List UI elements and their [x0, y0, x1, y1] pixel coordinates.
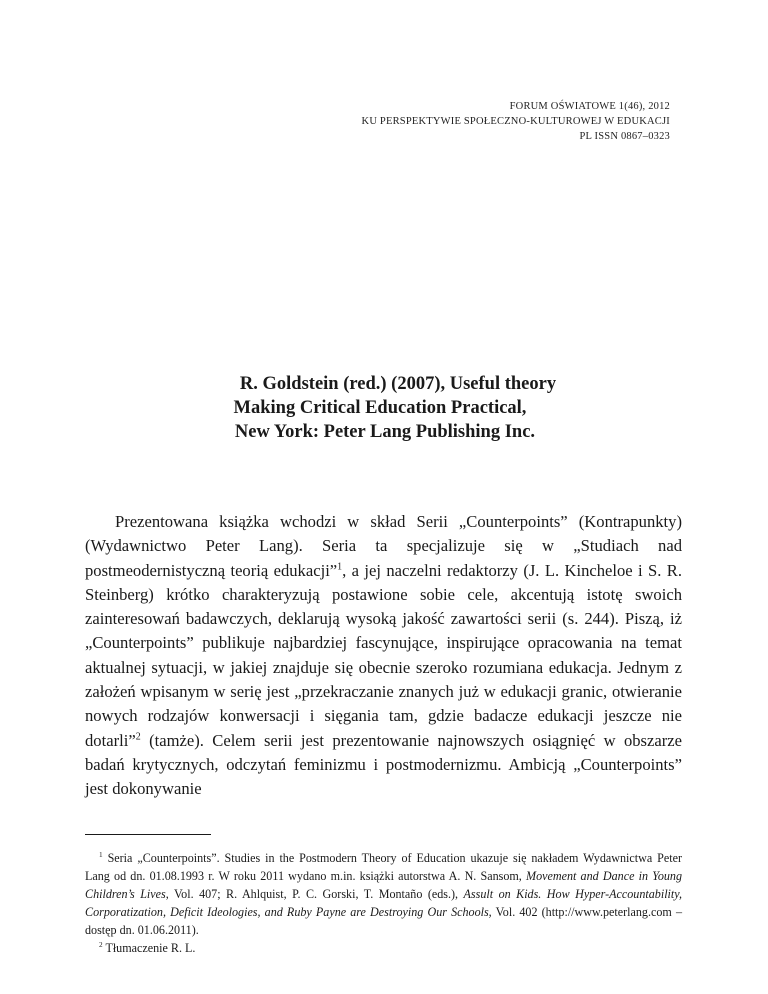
journal-header	[362, 99, 670, 144]
footnote-2	[85, 939, 682, 957]
journal-name: FORUM OŚWIATOWE 1(46), 2012	[509, 101, 670, 112]
title-line-3: New York: Peter Lang Publishing Inc.	[234, 422, 536, 442]
paragraph-text-c: (tamże). Celem serii jest prezentowanie najnowszych osiągnięć w obszarze badań krytycznych, odczytań feminizmu i postmodernizmu. Ambicją „Counterpoints” jest dokonywanie	[85, 730, 682, 799]
footnote-ref-1: 1	[337, 561, 343, 573]
footnote-1-title-1: Movement and Dance in Young Children’s Lives	[85, 869, 683, 901]
footnote-number-1: 1	[99, 850, 103, 859]
footnote-1	[85, 849, 682, 939]
paragraph-text-a: Prezentowana książka wchodzi w skład Serii „Counterpoints” (Kontrapunkty) (Wydawnictwo Peter Lang). Seria ta specjalizuje się w „Studiach nad postmeodernistyczną teorią edukacji”	[85, 512, 682, 580]
review-title	[0, 372, 768, 444]
footnote-2-text: Tłumaczenie R. L.	[105, 941, 196, 955]
footnote-1-text-b: , Vol. 407; R. Ahlquist, P. C. Gorski, T. Montaño (eds.),	[165, 887, 464, 901]
footnote-1-text-a: Seria „Counterpoints”. Studies in the Postmodern Theory of Education ukazuje się nakładem Wydawnictwa Peter Lang od dn. 01.08.1993 r. W roku 2011 wydano m.in. książki autorstwa A. N. Sansom,	[85, 851, 682, 883]
body-text	[85, 510, 682, 802]
journal-issn: PL ISSN 0867–0323	[579, 131, 670, 142]
footnote-ref-2: 2	[135, 731, 141, 743]
footnote-1-text-c: Vol. 402 (http://www.peterlang.com – dostęp dn. 01.06.2011).	[85, 905, 682, 937]
footnote-1-title-2: Assult on Kids. How Hyper-Accountability, Corporatization, Deficit Ideologies, and Ruby Payne are Destroying Our Schools,	[85, 887, 683, 919]
journal-section: KU PERSPEKTYWIE SPOŁECZNO-KULTUROWEJ W EDUKACJI	[361, 116, 670, 127]
footnote-number-2: 2	[99, 940, 103, 949]
paragraph	[85, 510, 682, 802]
footnote-divider	[85, 834, 211, 835]
title-line-1: R. Goldstein (red.) (2007), Useful theory	[239, 374, 557, 394]
paragraph-text-b: , a jej naczelni redaktorzy (J. L. Kincheloe i S. R. Steinberg) krótko charakteryzują postawione sobie cele, akcentują istotę swoich zainteresowań badawczych, deklarują wysoką jakość zawartości serii (s. 244). Piszą, iż „Counterpoints” publikuje najbardziej fascynujące, inspirujące opracowania na temat aktualnej sytuacji, w jakiej znajduje się obecnie szeroko rozumiana edukacja. Jednym z założeń wpisanym w serię jest „przekraczanie znanych już w edukacji granic, otwieranie nowych rodzajów konwersacji i sięgania tam, gdzie badacze edukacji jeszcze nie dotarli”	[85, 560, 682, 750]
footnotes	[85, 849, 682, 957]
title-line-2: Making Critical Education Practical,	[233, 398, 527, 418]
